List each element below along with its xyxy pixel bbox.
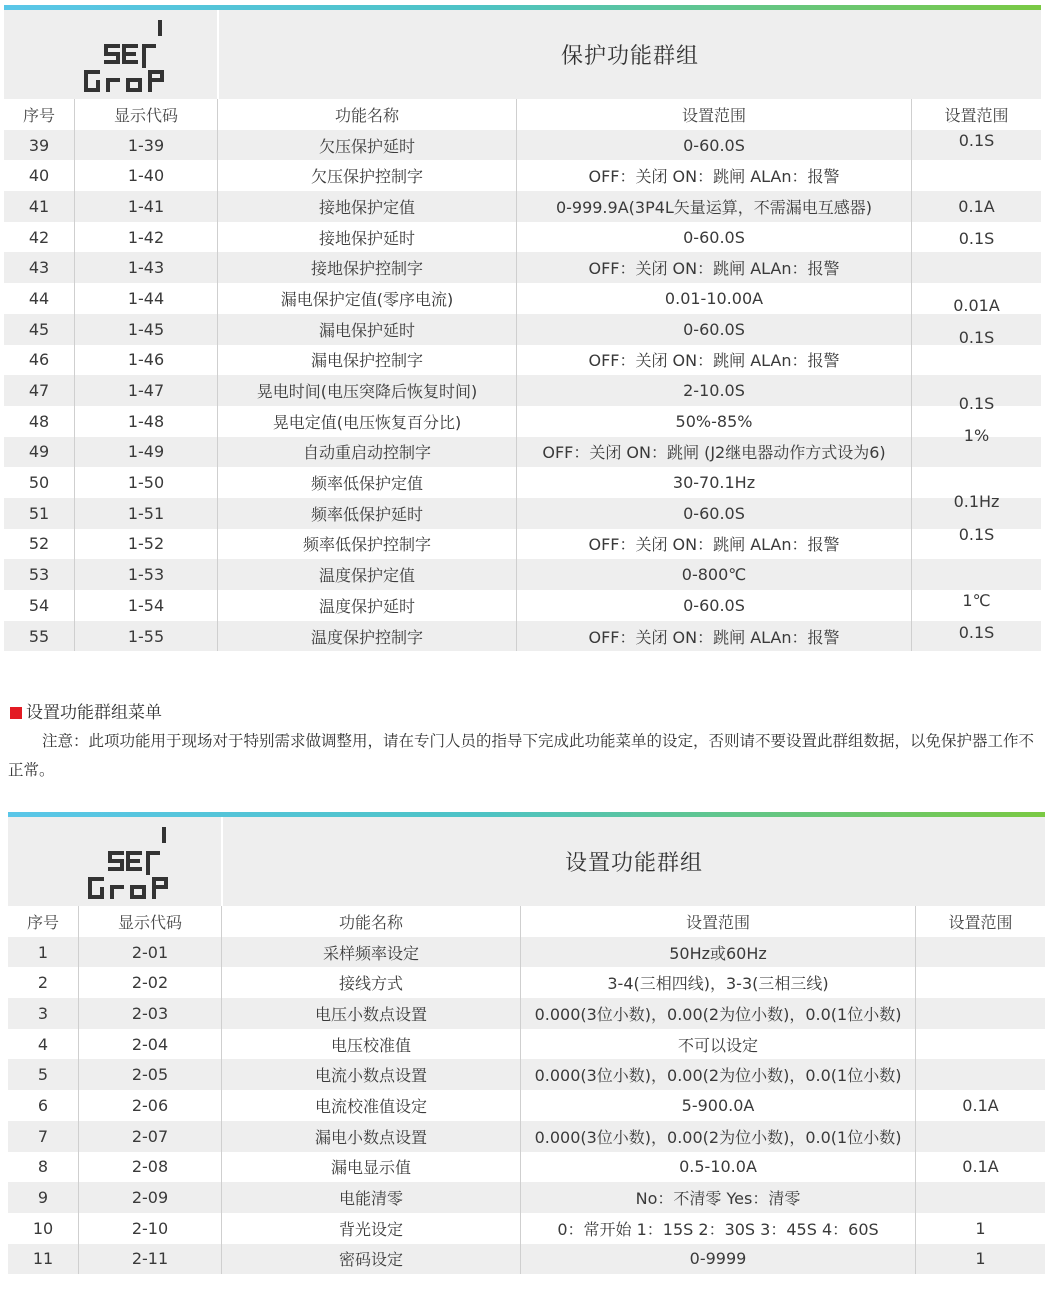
red-square-icon — [10, 707, 22, 719]
column-header: 功能名称 — [218, 99, 517, 130]
table-cell: 0：常开始 1：15S 2：30S 3：45S 4：60S — [521, 1213, 916, 1244]
table-cell: 3-4(三相四线)，3-3(三相三线) — [521, 967, 916, 998]
table-cell — [916, 967, 1045, 998]
table-cell: 1-47 — [75, 375, 218, 406]
seg-display-icon — [78, 823, 178, 903]
table-cell: 背光设定 — [222, 1213, 521, 1244]
table-cell: 0.1A — [962, 1095, 999, 1115]
table-cell: 2-07 — [79, 1121, 222, 1152]
table-cell: 0.000(3位小数)，0.00(2为位小数)，0.0(1位小数) — [521, 998, 916, 1029]
table-cell: 欠压保护控制字 — [218, 160, 517, 191]
table-cell: 47 — [4, 375, 75, 406]
table-cell: 50Hz或60Hz — [521, 937, 916, 968]
column-header: 显示代码 — [75, 99, 218, 130]
table-cell: 频率低保护控制字 — [218, 529, 517, 560]
column-header: 设置范围 — [948, 912, 1013, 932]
table-cell: 接地保护延时 — [218, 222, 517, 253]
table-body — [8, 906, 1045, 1274]
table-cell: 电流小数点设置 — [222, 1059, 521, 1090]
table-cell: 2-11 — [79, 1244, 222, 1275]
step-value: 0.01A — [953, 296, 1000, 315]
table-cell: 1-43 — [75, 252, 218, 283]
step-value: 0.1A — [958, 197, 995, 216]
table-cell — [916, 1059, 1045, 1090]
table-cell: 0-60.0S — [517, 222, 912, 253]
segment-display-logo — [8, 817, 223, 906]
table-cell: 50%-85% — [517, 406, 912, 437]
table-body — [4, 99, 1041, 651]
table-cell: 2-08 — [79, 1152, 222, 1183]
table-cell: OFF：关闭 ON：跳闸 ALAn：报警 — [517, 252, 912, 283]
table-cell: 1-50 — [75, 467, 218, 498]
table-cell: 1-40 — [75, 160, 218, 191]
section-heading-text: 设置功能群组菜单 — [26, 703, 162, 723]
table-cell: 40 — [4, 160, 75, 191]
table-cell: 2-05 — [79, 1059, 222, 1090]
table-cell: 2-04 — [79, 1029, 222, 1060]
table-cell: 0-60.0S — [517, 590, 912, 621]
table-cell: 0-60.0S — [517, 314, 912, 345]
table-cell: 电能清零 — [222, 1182, 521, 1213]
table-cell: OFF：关闭 ON：跳闸 ALAn：报警 — [517, 621, 912, 652]
step-value: 0.1S — [958, 229, 995, 248]
table-cell: OFF：关闭 ON：跳闸 ALAn：报警 — [517, 529, 912, 560]
table-cell: OFF：关闭 ON：跳闸 (J2继电器动作方式设为6) — [517, 437, 912, 468]
table-cell: 1-54 — [75, 590, 218, 621]
step-value: 0.1S — [958, 394, 995, 413]
column-header: 设置范围 — [521, 906, 916, 937]
step-value: 0.1S — [958, 328, 995, 347]
table-cell: 54 — [4, 590, 75, 621]
table-title: 设置功能群组 — [223, 817, 1045, 906]
table-cell: 43 — [4, 252, 75, 283]
section-note: 注意：此项功能用于现场对于特别需求做调整用，请在专门人员的指导下完成此功能菜单的设定，否则请不要设置此群组数据，以免保护器工作不正常。 — [8, 732, 1035, 779]
column-header: 功能名称 — [222, 906, 521, 937]
table-cell: 漏电保护控制字 — [218, 345, 517, 376]
table-cell: 1-51 — [75, 498, 218, 529]
table-cell: 2-09 — [79, 1182, 222, 1213]
table-cell: 49 — [4, 437, 75, 468]
table-cell: 4 — [8, 1029, 79, 1060]
table-cell: 1-53 — [75, 559, 218, 590]
table-cell: 1-42 — [75, 222, 218, 253]
column-header: 序号 — [4, 99, 75, 130]
table-cell: 0.000(3位小数)，0.00(2为位小数)，0.0(1位小数) — [521, 1059, 916, 1090]
step-value: 0.1Hz — [953, 492, 1000, 511]
table-cell: 1-41 — [75, 191, 218, 222]
seg-display-icon — [74, 16, 174, 96]
step-value: 1℃ — [962, 591, 991, 610]
table-cell: 53 — [4, 559, 75, 590]
table-cell: 0-800℃ — [517, 559, 912, 590]
table-cell: 5 — [8, 1059, 79, 1090]
segment-display-logo — [4, 10, 219, 99]
table-cell — [916, 1029, 1045, 1060]
table-cell: OFF：关闭 ON：跳闸 ALAn：报警 — [517, 345, 912, 376]
table-cell: 自动重启动控制字 — [218, 437, 517, 468]
table-cell: 密码设定 — [222, 1244, 521, 1275]
table-cell — [916, 937, 1045, 968]
table-cell: 2-03 — [79, 998, 222, 1029]
step-value: 0.1S — [958, 623, 995, 642]
table-cell: 1-39 — [75, 130, 218, 161]
table-cell: 42 — [4, 222, 75, 253]
step-value: 1% — [963, 426, 990, 445]
table-cell: 电压小数点设置 — [222, 998, 521, 1029]
table-cell: 30-70.1Hz — [517, 467, 912, 498]
step-column — [912, 99, 1041, 652]
table-cell: 频率低保护延时 — [218, 498, 517, 529]
table-cell: 1-55 — [75, 621, 218, 652]
table-cell: 48 — [4, 406, 75, 437]
step-value: 0.1S — [958, 525, 995, 544]
table-cell: 5-900.0A — [521, 1090, 916, 1121]
table-cell: 0.000(3位小数)，0.00(2为位小数)，0.0(1位小数) — [521, 1121, 916, 1152]
table-cell: 44 — [4, 283, 75, 314]
table-cell: 9 — [8, 1182, 79, 1213]
table-cell: 39 — [4, 130, 75, 161]
table-cell: 50 — [4, 467, 75, 498]
table-cell: 41 — [4, 191, 75, 222]
table-cell — [916, 998, 1045, 1029]
table-cell: 7 — [8, 1121, 79, 1152]
table-cell: 0-999.9A(3P4L矢量运算，不需漏电互感器) — [517, 191, 912, 222]
table-cell: 1-49 — [75, 437, 218, 468]
table-cell: 3 — [8, 998, 79, 1029]
table-cell — [916, 1182, 1045, 1213]
step-value: 0.1S — [958, 131, 995, 150]
table-cell: 0.5-10.0A — [521, 1152, 916, 1183]
table-cell: 采样频率设定 — [222, 937, 521, 968]
table-cell: 频率低保护定值 — [218, 467, 517, 498]
column-header: 设置范围 — [944, 105, 1009, 125]
table-cell: 1-48 — [75, 406, 218, 437]
table-cell: 45 — [4, 314, 75, 345]
table-cell: 温度保护延时 — [218, 590, 517, 621]
table-cell: 接线方式 — [222, 967, 521, 998]
table-cell: 晃电定值(电压恢复百分比) — [218, 406, 517, 437]
table-cell: 0.01-10.00A — [517, 283, 912, 314]
column-header: 显示代码 — [79, 906, 222, 937]
table-title: 保护功能群组 — [219, 10, 1041, 99]
table-cell: 52 — [4, 529, 75, 560]
table-cell: 2-10 — [79, 1213, 222, 1244]
table-cell: OFF：关闭 ON：跳闸 ALAn：报警 — [517, 160, 912, 191]
table-cell: 46 — [4, 345, 75, 376]
table-cell: 接地保护控制字 — [218, 252, 517, 283]
table-cell: 2-06 — [79, 1090, 222, 1121]
table-cell: 1-46 — [75, 345, 218, 376]
table-cell: 漏电保护定值(零序电流) — [218, 283, 517, 314]
table-cell: 2-02 — [79, 967, 222, 998]
table-cell: 51 — [4, 498, 75, 529]
table-cell: 漏电小数点设置 — [222, 1121, 521, 1152]
table-cell: 电流校准值设定 — [222, 1090, 521, 1121]
table-cell: 1 — [975, 1218, 986, 1238]
table-cell: 10 — [8, 1213, 79, 1244]
table-cell: 1 — [916, 1244, 1045, 1275]
table-cell: 漏电保护延时 — [218, 314, 517, 345]
table-cell: 1-45 — [75, 314, 218, 345]
protection-function-table — [4, 5, 1041, 651]
table-cell: 0-60.0S — [517, 498, 912, 529]
table-cell: 0-60.0S — [517, 130, 912, 161]
table-cell: 2 — [8, 967, 79, 998]
table-cell: 1-52 — [75, 529, 218, 560]
table-cell: 0-9999 — [521, 1244, 916, 1275]
table-cell: 电压校准值 — [222, 1029, 521, 1060]
table-cell: 8 — [8, 1152, 79, 1183]
table-cell: 温度保护定值 — [218, 559, 517, 590]
table-cell — [916, 1121, 1045, 1152]
column-header: 序号 — [8, 906, 79, 937]
table-cell: 2-10.0S — [517, 375, 912, 406]
table-cell: 温度保护控制字 — [218, 621, 517, 652]
table-cell: 11 — [8, 1244, 79, 1275]
table-cell: 55 — [4, 621, 75, 652]
table-cell: 接地保护定值 — [218, 191, 517, 222]
table-cell: 欠压保护延时 — [218, 130, 517, 161]
table-cell: 晃电时间(电压突降后恢复时间) — [218, 375, 517, 406]
table-cell: 漏电显示值 — [222, 1152, 521, 1183]
table-cell: 6 — [8, 1090, 79, 1121]
table-cell: 2-01 — [79, 937, 222, 968]
table-cell: 0.1A — [962, 1157, 999, 1177]
table-cell: 1 — [8, 937, 79, 968]
section-heading — [10, 698, 162, 723]
table-cell: No：不清零 Yes：清零 — [521, 1182, 916, 1213]
column-header: 设置范围 — [517, 99, 912, 130]
table-cell: 不可以设定 — [521, 1029, 916, 1060]
table-cell: 1-44 — [75, 283, 218, 314]
settings-function-table — [8, 812, 1045, 1274]
